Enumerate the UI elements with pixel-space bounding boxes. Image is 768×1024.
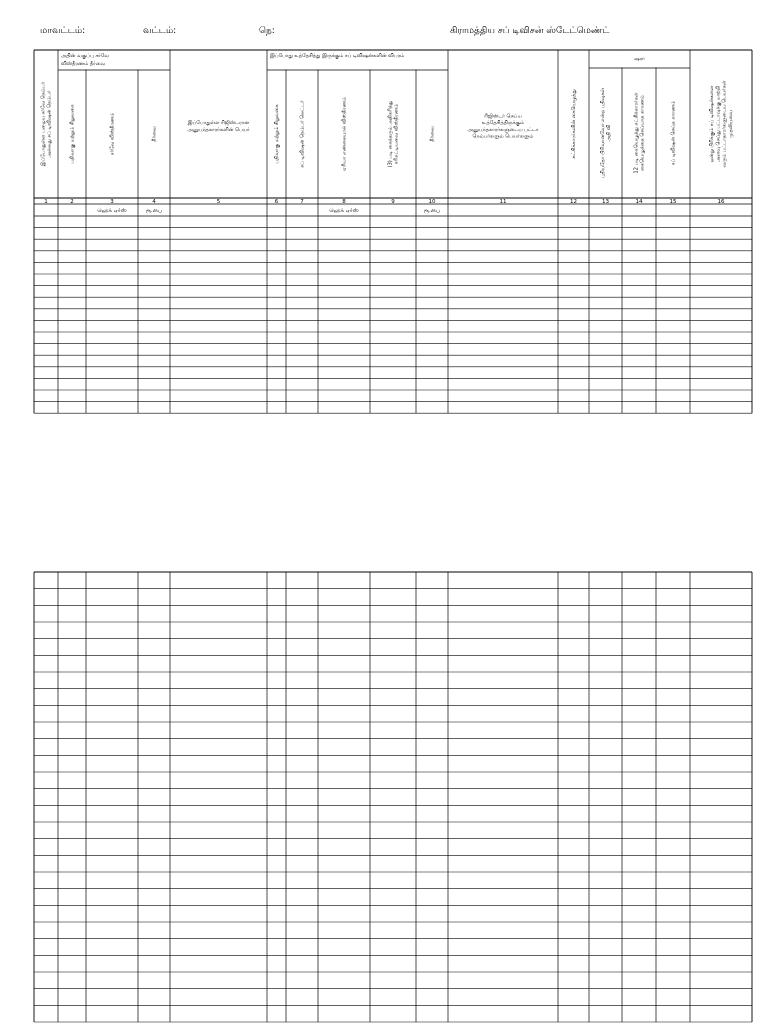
col-header-6: பதிவாகு மற்றும் சிறுவகை	[274, 104, 280, 164]
col-number-1: 1	[44, 199, 48, 205]
number-label: நெ:	[259, 26, 275, 36]
col-header-16: ஒன்று பிரிக்கும் சப் டிவிஷன்களை	[709, 85, 716, 163]
taluk-label: வட்டம்:	[143, 26, 177, 36]
district-label: மாவட்டம்:	[40, 26, 86, 36]
header-merge-mask	[137, 51, 139, 70]
col-number-4: 4	[152, 199, 156, 205]
col-header-4: தீர்வை	[151, 126, 158, 142]
col-header-8: ஏரியா எண்கையால் விஸ்தீரணம்	[341, 96, 348, 172]
upper-form-table	[34, 50, 752, 413]
col-number-7: 7	[300, 199, 304, 205]
col-header-5: அனுபந்தகாரர்களின் பெயர்	[187, 126, 250, 133]
col-header-16: வரும் பட்டாதாரர்களுடைய பெயர்கள்	[721, 80, 728, 168]
header-merge-mask	[621, 51, 623, 68]
col-number-10: 10	[428, 199, 436, 205]
col-header-9: சரிகட்டியவை விஸ்தீரணம்	[393, 103, 400, 165]
group-header-old-survey: அதின் வகுப்பு சர்வே	[61, 53, 110, 59]
col-number-6: 6	[274, 199, 279, 205]
col-header-13: புதியதோ பிரிவானவோ என்ற பதிவுகள்	[599, 87, 606, 179]
unit-col3: ஹெக் ஏர்ஸ்	[97, 208, 127, 214]
col-number-3: 3	[110, 199, 114, 205]
header-merge-mask	[655, 51, 657, 68]
unit-col8: ஹெக் ஏர்ஸ்	[329, 208, 359, 214]
col-header-14: 12 படி கையெழுத்து கட்சிக்காரர்கள்	[633, 92, 640, 174]
col-header-7: சப் டிவிஷன் நெம்பர் லெட்டர்	[299, 100, 306, 168]
col-number-14: 14	[635, 199, 643, 205]
col-number-5: 5	[216, 199, 221, 205]
group-header-remarks: ஷரா	[634, 56, 645, 62]
col-header-16: அளவு செய்து பட்டாவுக்கு மாற்றி	[715, 86, 722, 162]
header-merge-mask	[415, 51, 417, 70]
col-header-10: தீர்வை	[429, 126, 436, 142]
col-header-11: ரிஜிஸ்டர் செய்ய	[484, 113, 522, 120]
col-header-12: கட்சிக்காரர்களின் கையெழுத்து	[571, 89, 577, 159]
col-number-13: 13	[602, 199, 609, 205]
col-number-16: 16	[717, 199, 725, 205]
col-header-11: உத்தேசித்திருக்கும்	[481, 120, 525, 127]
group-header-old-survey-line2: விஸ்தீரணம் தீர்வை	[61, 61, 106, 67]
col-header-2: பதிவாகு மற்றும் சிறுவகை	[69, 104, 76, 164]
col-header-5: இப்போதுள்ள ரிஜிஸ்டரான	[187, 120, 250, 127]
col-header-11: அனுபந்தகாரர்களுடைய பட்டா	[467, 126, 539, 133]
col-number-9: 9	[391, 199, 395, 205]
col-header-16: முதலியவை	[727, 110, 734, 138]
lower-continuation-table	[34, 572, 752, 1022]
unit-col10: ரூ.பை	[423, 208, 441, 214]
col-header-13: அதி வி	[606, 124, 613, 142]
col-header-15: சப் டிவிஷன் செய்த காரணம்	[670, 100, 677, 166]
col-header-9: (3) படி கைத்தரும் அதிகரித்து	[387, 100, 394, 168]
unit-col4: ரூ.பை	[145, 208, 163, 214]
col-number-12: 12	[570, 199, 577, 205]
col-header-1: இப்போதுள்ள பழைய சர்வே நெம்பர்	[40, 81, 47, 167]
col-number-11: 11	[499, 199, 507, 205]
group-header-new-subdivision: இப்போது உத்தேசித்து இருக்கும் சப் டிவிஷன்களின் விபரம்	[270, 53, 405, 59]
col-header-3: சர்வே விஸ்தீரணம்	[109, 112, 116, 156]
col-header-14: கையெழுத்தை செய்யாத காரணம்	[639, 95, 646, 171]
col-number-15: 15	[669, 199, 677, 205]
col-number-8: 8	[342, 199, 346, 205]
form-title: கிராமத்திய சப் டிவிசன் ஸ்டேட்மெண்ட்	[450, 26, 610, 36]
col-header-1: அல்லது சப் டிவிஷன் நெம்பர்	[46, 90, 53, 158]
col-header-11: நெம்பர்களும் பெயர்களும்	[472, 133, 534, 140]
col-number-2: 2	[70, 199, 74, 205]
